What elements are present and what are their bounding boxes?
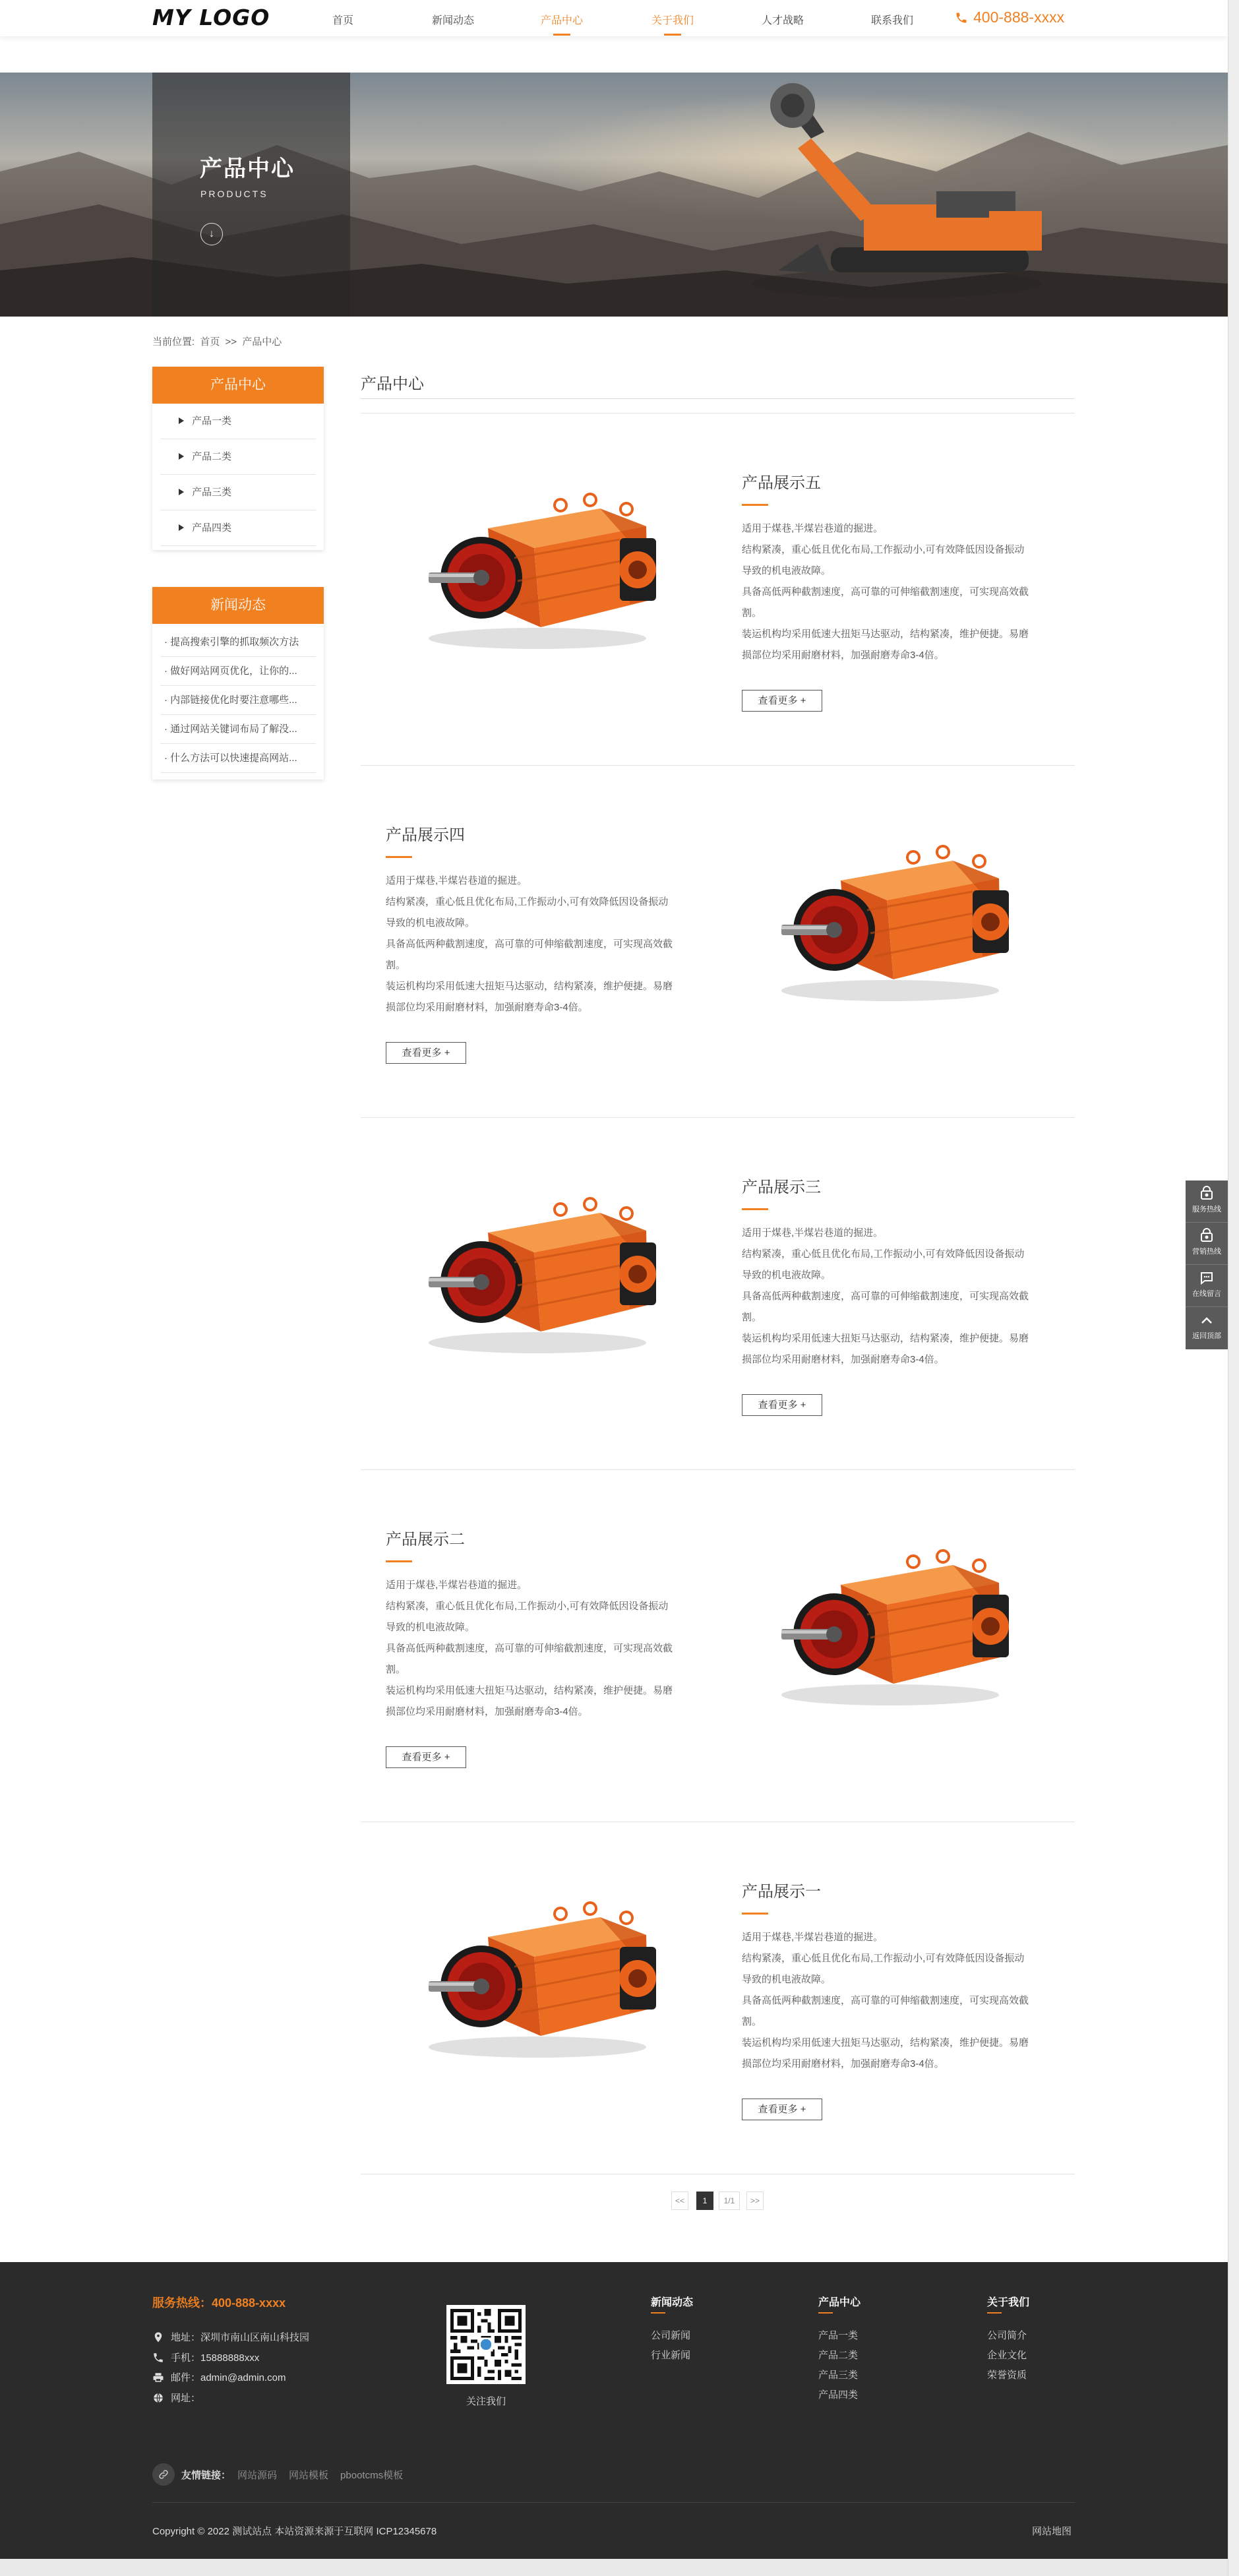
main-title-divider bbox=[361, 398, 1075, 399]
product-description-line: 具备高低两种截割速度，高可靠的可伸缩截割速度，可实现高效截 bbox=[742, 1995, 1029, 2006]
product-description-line: 适用于煤巷,半煤岩巷道的掘进。 bbox=[742, 1227, 884, 1239]
product-description-line: 结构紧凑，重心低且优化布局,工作振动小,可有效降低因设备振动 bbox=[742, 1953, 1025, 1964]
triangle-right-icon bbox=[179, 489, 184, 495]
product-description-line: 具备高低两种截割速度，高可靠的可伸缩截割速度，可实现高效截 bbox=[386, 938, 673, 950]
page-bottom-strip bbox=[0, 2559, 1228, 2576]
friend-links-label: 友情链接： bbox=[181, 2469, 231, 2481]
pagination-info: 1/1 bbox=[719, 2192, 740, 2210]
sidebar-item-label: 产品二类 bbox=[192, 451, 232, 462]
product-description-line: 结构紧凑，重心低且优化布局,工作振动小,可有效降低因设备振动 bbox=[386, 1601, 669, 1612]
float-label: 在线留言 bbox=[1192, 1290, 1221, 1298]
globe-icon bbox=[152, 2392, 164, 2404]
pagination-prev[interactable]: << bbox=[671, 2192, 688, 2210]
header-hotline-number: 400-888-xxxx bbox=[973, 9, 1065, 26]
product-description-line: 结构紧凑，重心低且优化布局,工作振动小,可有效降低因设备振动 bbox=[386, 896, 669, 907]
footer-address bbox=[152, 2330, 309, 2344]
product-description-line: 具备高低两种截割速度，高可靠的可伸缩截割速度，可实现高效截 bbox=[742, 1291, 1029, 1302]
product-description-line: 损部位均采用耐磨材料，加强耐磨寿命3-4倍。 bbox=[742, 1354, 944, 1365]
product-description-line: 导致的机电液故障。 bbox=[386, 1622, 475, 1633]
float-back-to-top[interactable] bbox=[1186, 1307, 1228, 1349]
footer-email-text[interactable]: 邮件：admin@admin.com bbox=[171, 2372, 286, 2383]
site-logo[interactable]: MY LOGO bbox=[152, 5, 270, 30]
phone-icon bbox=[1199, 1228, 1215, 1244]
product-description bbox=[386, 871, 697, 1018]
sidebar-news-item[interactable]: · 提高搜索引擎的抓取频次方法 bbox=[160, 628, 316, 657]
nav-item-about-label: 关于我们 bbox=[651, 15, 694, 26]
phone-icon bbox=[152, 2352, 164, 2364]
product-description bbox=[742, 518, 1053, 666]
float-label: 营销热线 bbox=[1192, 1248, 1221, 1256]
footer-divider bbox=[152, 2502, 1075, 2503]
breadcrumb-current[interactable]: 产品中心 bbox=[242, 336, 282, 348]
breadcrumb-prefix: 当前位置: bbox=[152, 336, 195, 348]
product-divider bbox=[361, 1469, 1075, 1470]
sidebar-item-product-3[interactable] bbox=[160, 475, 316, 510]
product-description-line: 损部位均采用耐磨材料，加强耐磨寿命3-4倍。 bbox=[386, 1002, 588, 1013]
product-image[interactable] bbox=[402, 1170, 666, 1361]
scrollbar-track[interactable] bbox=[1228, 0, 1239, 2576]
sidebar-item-label: 产品三类 bbox=[192, 487, 232, 498]
view-more-button[interactable]: 查看更多 + bbox=[742, 690, 822, 712]
product-description-line: 装运机构均采用低速大扭矩马达驱动，结构紧凑，维护便捷。易磨 bbox=[742, 1333, 1029, 1344]
view-more-button[interactable]: 查看更多 + bbox=[742, 2099, 822, 2120]
footer-link-honors[interactable]: 荣誉资质 bbox=[987, 2370, 1027, 2381]
product-description-line: 具备高低两种截割速度，高可靠的可伸缩截割速度，可实现高效截 bbox=[386, 1643, 673, 1654]
nav-item-about[interactable] bbox=[633, 12, 712, 27]
float-online-message[interactable] bbox=[1186, 1265, 1228, 1307]
link-icon bbox=[152, 2463, 175, 2486]
product-image[interactable] bbox=[755, 818, 1019, 1009]
footer-link-product-4[interactable]: 产品四类 bbox=[818, 2389, 859, 2401]
nav-item-products[interactable] bbox=[522, 12, 601, 27]
product-description-line: 割。 bbox=[386, 960, 406, 971]
nav-item-talent[interactable]: 人才战略 bbox=[761, 15, 804, 26]
sidebar-item-label: 产品一类 bbox=[192, 415, 232, 427]
phone-icon bbox=[1199, 1186, 1215, 1202]
product-title-accent bbox=[742, 1208, 768, 1210]
footer-col-products-title: 产品中心 bbox=[818, 2297, 861, 2308]
footer-link-company-intro[interactable]: 公司简介 bbox=[987, 2330, 1027, 2341]
triangle-right-icon bbox=[179, 524, 184, 531]
location-pin-icon bbox=[152, 2331, 164, 2343]
view-more-button[interactable]: 查看更多 + bbox=[386, 1746, 466, 1768]
footer-col-accent bbox=[818, 2312, 833, 2314]
product-image[interactable] bbox=[402, 1874, 666, 2066]
footer-mobile-text: 手机：15888888xxx bbox=[171, 2352, 260, 2364]
footer-mobile bbox=[152, 2350, 259, 2364]
float-label: 服务热线 bbox=[1192, 1206, 1221, 1213]
view-more-button[interactable]: 查看更多 + bbox=[742, 1394, 822, 1416]
product-divider bbox=[361, 413, 1075, 414]
product-description-line: 损部位均采用耐磨材料，加强耐磨寿命3-4倍。 bbox=[742, 2058, 944, 2070]
sidebar-news-item[interactable]: · 通过网站关键词布局了解没... bbox=[160, 715, 316, 744]
product-description-line: 装运机构均采用低速大扭矩马达驱动，结构紧凑，维护便捷。易磨 bbox=[386, 1685, 673, 1696]
product-title[interactable]: 产品展示三 bbox=[742, 1179, 821, 1196]
product-description-line: 导致的机电液故障。 bbox=[742, 1270, 831, 1281]
nav-active-underline bbox=[553, 34, 570, 36]
product-title-accent bbox=[386, 1560, 412, 1562]
product-description-line: 导致的机电液故障。 bbox=[386, 917, 475, 929]
sidebar-products-title: 产品中心 bbox=[152, 367, 324, 404]
page-banner bbox=[0, 73, 1228, 317]
product-description-line: 割。 bbox=[742, 607, 762, 619]
header-hotline bbox=[955, 9, 1064, 26]
sidebar-item-label: 产品四类 bbox=[192, 522, 232, 534]
product-divider bbox=[361, 765, 1075, 766]
qr-code-pattern bbox=[450, 2309, 522, 2380]
banner-title: 产品中心 bbox=[200, 156, 295, 181]
footer-email bbox=[152, 2370, 286, 2384]
sidebar-item-product-4[interactable] bbox=[160, 510, 316, 546]
product-description bbox=[742, 1927, 1053, 2075]
footer-col-news-title: 新闻动态 bbox=[651, 2297, 694, 2308]
tunneling-machine-image bbox=[739, 79, 1048, 310]
product-description-line: 装运机构均采用低速大扭矩马达驱动，结构紧凑，维护便捷。易磨 bbox=[386, 981, 673, 992]
product-description-line: 装运机构均采用低速大扭矩马达驱动，结构紧凑，维护便捷。易磨 bbox=[742, 629, 1029, 640]
sidebar-news-title: 新闻动态 bbox=[152, 587, 324, 624]
footer-hotline: 服务热线：400-888-xxxx bbox=[152, 2296, 286, 2310]
friend-link[interactable]: pbootcms模板 bbox=[340, 2469, 404, 2481]
banner-title-box bbox=[152, 73, 350, 317]
phone-icon bbox=[955, 11, 968, 24]
nav-item-products-label: 产品中心 bbox=[540, 15, 583, 26]
product-description-line: 导致的机电液故障。 bbox=[742, 565, 831, 576]
sidebar-news-item[interactable]: · 内部链接优化时要注意哪些... bbox=[160, 686, 316, 715]
footer-col-accent bbox=[987, 2312, 1002, 2314]
footer-link-industry-news[interactable]: 行业新闻 bbox=[651, 2350, 691, 2361]
sidebar-item-product-1[interactable] bbox=[160, 404, 316, 439]
product-title-accent bbox=[742, 1913, 768, 1915]
product-description-line: 损部位均采用耐磨材料，加强耐磨寿命3-4倍。 bbox=[742, 650, 944, 661]
breadcrumb bbox=[152, 334, 284, 348]
product-description-line: 结构紧凑，重心低且优化布局,工作振动小,可有效降低因设备振动 bbox=[742, 1248, 1025, 1260]
footer-col-about-title: 关于我们 bbox=[987, 2297, 1030, 2308]
footer-link-company-news[interactable]: 公司新闻 bbox=[651, 2330, 691, 2341]
breadcrumb-home[interactable]: 首页 bbox=[200, 336, 220, 348]
footer-link-product-1[interactable]: 产品一类 bbox=[818, 2330, 859, 2341]
product-description-line: 适用于煤巷,半煤岩巷道的掘进。 bbox=[386, 875, 528, 886]
friend-link[interactable]: 网站源码 bbox=[237, 2469, 278, 2481]
product-image[interactable] bbox=[755, 1522, 1019, 1713]
site-footer bbox=[0, 2262, 1228, 2559]
product-description-line: 具备高低两种截割速度，高可靠的可伸缩截割速度，可实现高效截 bbox=[742, 586, 1029, 598]
footer-website bbox=[152, 2391, 200, 2405]
product-description-line: 损部位均采用耐磨材料，加强耐磨寿命3-4倍。 bbox=[386, 1706, 588, 1717]
nav-hover-underline bbox=[664, 34, 681, 36]
product-description-line: 适用于煤巷,半煤岩巷道的掘进。 bbox=[386, 1579, 528, 1591]
floating-contact-bar bbox=[1186, 1181, 1228, 1349]
main-section-title: 产品中心 bbox=[361, 375, 424, 393]
product-description-line: 割。 bbox=[742, 2016, 762, 2027]
product-description-line: 装运机构均采用低速大扭矩马达驱动，结构紧凑，维护便捷。易磨 bbox=[742, 2037, 1029, 2048]
product-description-line: 割。 bbox=[742, 1312, 762, 1323]
footer-link-culture[interactable]: 企业文化 bbox=[987, 2350, 1027, 2361]
product-description-line: 导致的机电液故障。 bbox=[742, 1974, 831, 1985]
nav-item-news[interactable]: 新闻动态 bbox=[431, 15, 474, 26]
chat-icon bbox=[1199, 1270, 1215, 1286]
friend-links bbox=[152, 2463, 408, 2486]
footer-copyright: Copyright © 2022 测试站点 本站资源来源于互联网 ICP12345678 bbox=[152, 2526, 437, 2537]
nav-item-home[interactable]: 首页 bbox=[332, 15, 353, 26]
pagination-current-page[interactable]: 1 bbox=[696, 2192, 713, 2210]
product-description bbox=[742, 1223, 1053, 1370]
product-title[interactable]: 产品展示二 bbox=[386, 1531, 465, 1549]
scroll-down-icon[interactable]: ↓ bbox=[200, 223, 223, 245]
product-title[interactable]: 产品展示五 bbox=[742, 474, 821, 492]
chevron-up-icon bbox=[1199, 1312, 1215, 1328]
product-description bbox=[386, 1575, 697, 1723]
sidebar-item-product-2[interactable] bbox=[160, 439, 316, 475]
footer-sitemap-link[interactable]: 网站地图 bbox=[1032, 2526, 1072, 2537]
footer-link-product-3[interactable]: 产品三类 bbox=[818, 2370, 859, 2381]
product-title-accent bbox=[386, 856, 412, 858]
nav-item-contact[interactable]: 联系我们 bbox=[870, 15, 913, 26]
footer-link-product-2[interactable]: 产品二类 bbox=[818, 2350, 859, 2361]
triangle-right-icon bbox=[179, 453, 184, 460]
sidebar-news-item[interactable]: · 做好网站网页优化，让你的... bbox=[160, 657, 316, 686]
product-title[interactable]: 产品展示四 bbox=[386, 826, 465, 844]
float-sales-hotline[interactable] bbox=[1186, 1223, 1228, 1265]
product-divider bbox=[361, 1117, 1075, 1118]
product-description-line: 结构紧凑，重心低且优化布局,工作振动小,可有效降低因设备振动 bbox=[742, 544, 1025, 555]
footer-address-text: 地址：深圳市南山区南山科技园 bbox=[171, 2332, 310, 2343]
product-description-line: 适用于煤巷,半煤岩巷道的掘进。 bbox=[742, 1932, 884, 1943]
site-header bbox=[0, 0, 1228, 36]
friend-link[interactable]: 网站模板 bbox=[289, 2469, 329, 2481]
product-description-line: 割。 bbox=[386, 1664, 406, 1675]
pagination-next[interactable]: >> bbox=[746, 2192, 764, 2210]
product-title[interactable]: 产品展示一 bbox=[742, 1883, 821, 1901]
banner-subtitle: PRODUCTS bbox=[200, 189, 268, 199]
footer-col-accent bbox=[651, 2312, 665, 2314]
product-title-accent bbox=[742, 504, 768, 506]
printer-icon bbox=[152, 2372, 164, 2383]
triangle-right-icon bbox=[179, 417, 184, 424]
qr-code-label: 关注我们 bbox=[466, 2396, 506, 2407]
qr-code bbox=[446, 2305, 526, 2384]
sidebar-news-item[interactable]: · 什么方法可以快速提高网站... bbox=[160, 744, 316, 773]
product-image[interactable] bbox=[402, 466, 666, 657]
sidebar-products-box bbox=[152, 367, 324, 550]
view-more-button[interactable]: 查看更多 + bbox=[386, 1042, 466, 1064]
footer-website-text: 网址： bbox=[171, 2393, 201, 2404]
product-description-line: 适用于煤巷,半煤岩巷道的掘进。 bbox=[742, 523, 884, 534]
float-label: 返回顶部 bbox=[1192, 1332, 1221, 1340]
float-service-hotline[interactable] bbox=[1186, 1181, 1228, 1223]
sidebar-news-box bbox=[152, 587, 324, 780]
breadcrumb-separator: >> bbox=[225, 336, 237, 348]
